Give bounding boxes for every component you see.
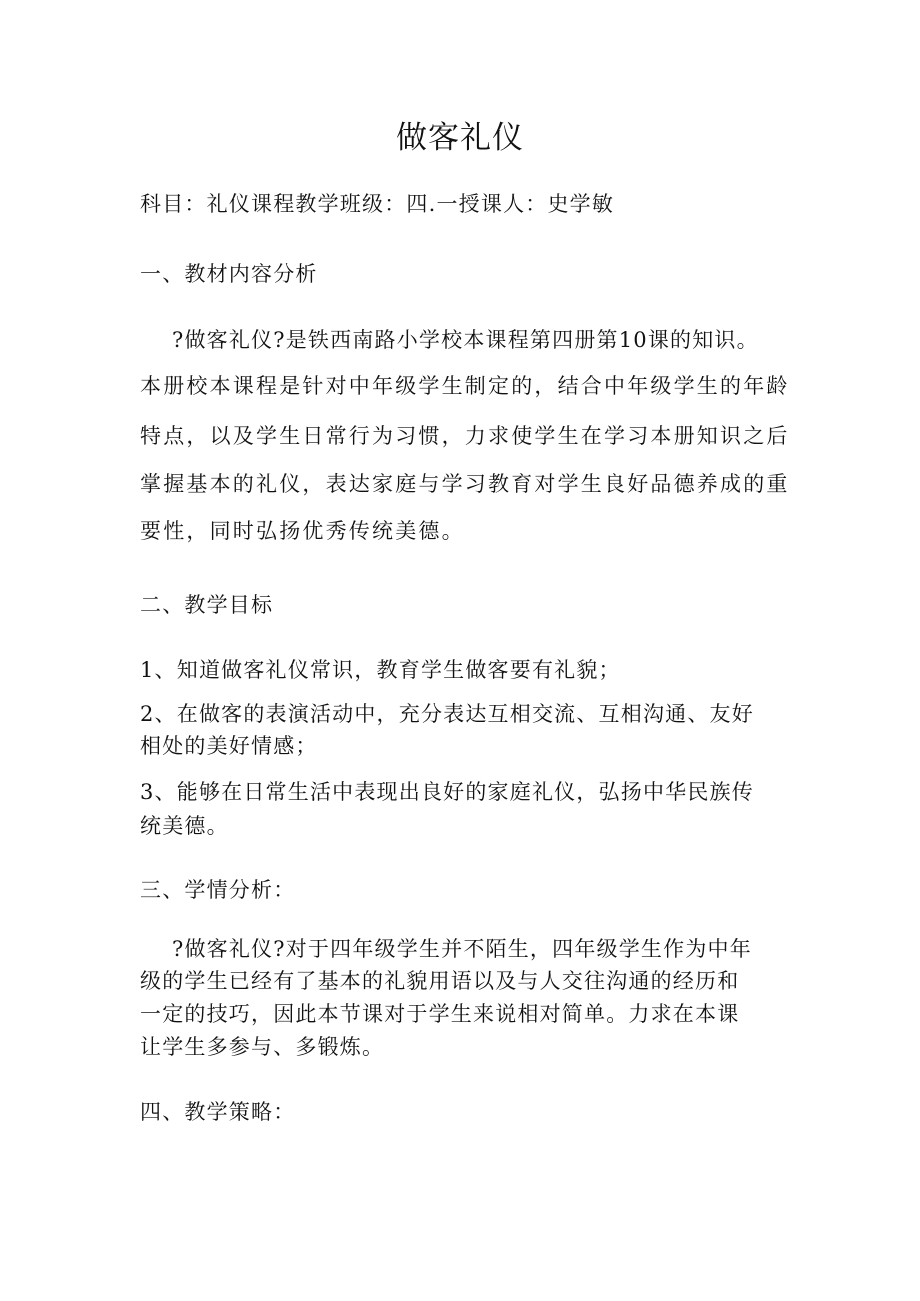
section-heading-2: 二、教学目标	[140, 593, 274, 617]
section-3-paragraph-line: 让学生多参与、多锻炼。	[140, 1035, 385, 1059]
section-3-paragraph-line: 级的学生已经有了基本的礼貌用语以及与人交往沟通的经历和	[140, 969, 740, 993]
section-heading-3: 三、学情分析：	[140, 878, 296, 902]
document-title: 做客礼仪	[396, 120, 524, 156]
section-heading-1: 一、教材内容分析	[140, 262, 318, 286]
objective-item: 2、在做客的表演活动中，充分表达互相交流、互相沟通、友好	[140, 702, 754, 726]
objective-item: 1、知道做客礼仪常识，教育学生做客要有礼貌；	[140, 658, 621, 682]
section-3-paragraph-line: ?做客礼仪?对于四年级学生并不陌生，四年级学生作为中年	[172, 937, 752, 961]
objective-item: 3、能够在日常生活中表现出良好的家庭礼仪，弘扬中华民族传	[140, 780, 754, 804]
section-heading-4: 四、教学策略：	[140, 1100, 296, 1124]
objective-item: 相处的美好情感；	[140, 734, 318, 758]
section-1-paragraph-line: 本册校本课程是针对中年级学生制定的，结合中年级学生的年龄	[140, 374, 790, 398]
section-1-paragraph-line: 要性，同时弘扬优秀传统美德。	[140, 519, 465, 543]
section-1-paragraph-line: 特点，以及学生日常行为习惯，力求使学生在学习本册知识之后	[140, 424, 790, 448]
objective-item: 统美德。	[140, 814, 229, 838]
meta-line: 科目：礼仪课程教学班级：四.一授课人：史学敏	[140, 192, 615, 216]
section-3-paragraph-line: 一定的技巧，因此本节课对于学生来说相对简单。力求在本课	[140, 1002, 740, 1026]
section-1-paragraph-line: 掌握基本的礼仪，表达家庭与学习教育对学生良好品德养成的重	[140, 472, 790, 496]
section-1-paragraph-line: ?做客礼仪?是铁西南路小学校本课程第四册第10课的知识。	[172, 328, 759, 352]
